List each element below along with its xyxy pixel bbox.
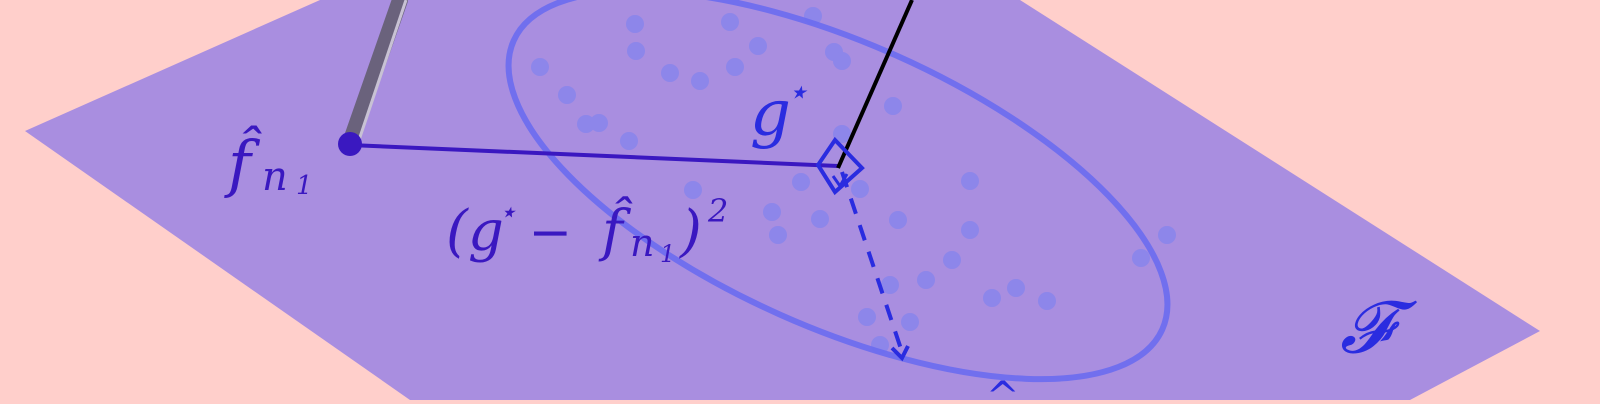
sample-dot [684, 181, 702, 199]
sample-dot [531, 58, 549, 76]
sample-dot [558, 86, 576, 104]
sample-dot [901, 313, 919, 331]
sample-dot [811, 210, 829, 228]
sample-dot [627, 42, 645, 60]
sample-dot [983, 289, 1001, 307]
sample-dot [943, 251, 961, 269]
loss-g: g [468, 199, 504, 264]
sample-dot [961, 172, 979, 190]
g-star-symbol: g [750, 77, 791, 151]
loss-f-sub: n [630, 221, 655, 265]
sample-dot [792, 173, 810, 191]
loss-f-hat: f̂ [602, 199, 623, 264]
g-star-superscript: ⋆ [786, 72, 809, 113]
loss-minus: − [512, 203, 589, 263]
sample-dot [626, 15, 644, 33]
f-hat-point [338, 132, 362, 156]
f-hat-subsubscript: 1 [296, 171, 313, 201]
loss-label [446, 192, 728, 268]
sample-dot [1158, 226, 1176, 244]
sample-dot [961, 221, 979, 239]
f-hat-symbol: f̂ [228, 127, 251, 200]
sample-dot [1038, 292, 1056, 310]
bottom-hat-mark: ^ [986, 374, 1020, 400]
sample-dot [749, 37, 767, 55]
sample-dot [769, 226, 787, 244]
sample-dot [833, 52, 851, 70]
loss-close-paren: ) [680, 199, 702, 264]
sample-dot [851, 180, 869, 198]
loss-f-subsub: 1 [660, 240, 676, 268]
sample-dot [661, 64, 679, 82]
sample-dot [884, 97, 902, 115]
sample-dot [620, 132, 638, 150]
function-space-plane [25, 0, 1540, 400]
loss-open-paren: ( [446, 199, 468, 264]
sample-dot [691, 72, 709, 90]
sample-dot [889, 211, 907, 229]
sample-dot [590, 114, 608, 132]
sample-dot [763, 203, 781, 221]
f-hat-subscript: n [262, 154, 288, 200]
sample-dot [1007, 279, 1025, 297]
sample-dot [721, 13, 739, 31]
sample-dot [917, 271, 935, 289]
loss-exponent: 2 [708, 192, 729, 230]
family-label: 𝓕 [1340, 285, 1394, 369]
sample-dot [726, 58, 744, 76]
sample-dot [1132, 249, 1150, 267]
sample-dot [858, 308, 876, 326]
loss-g-star: ⋆ [498, 195, 517, 230]
